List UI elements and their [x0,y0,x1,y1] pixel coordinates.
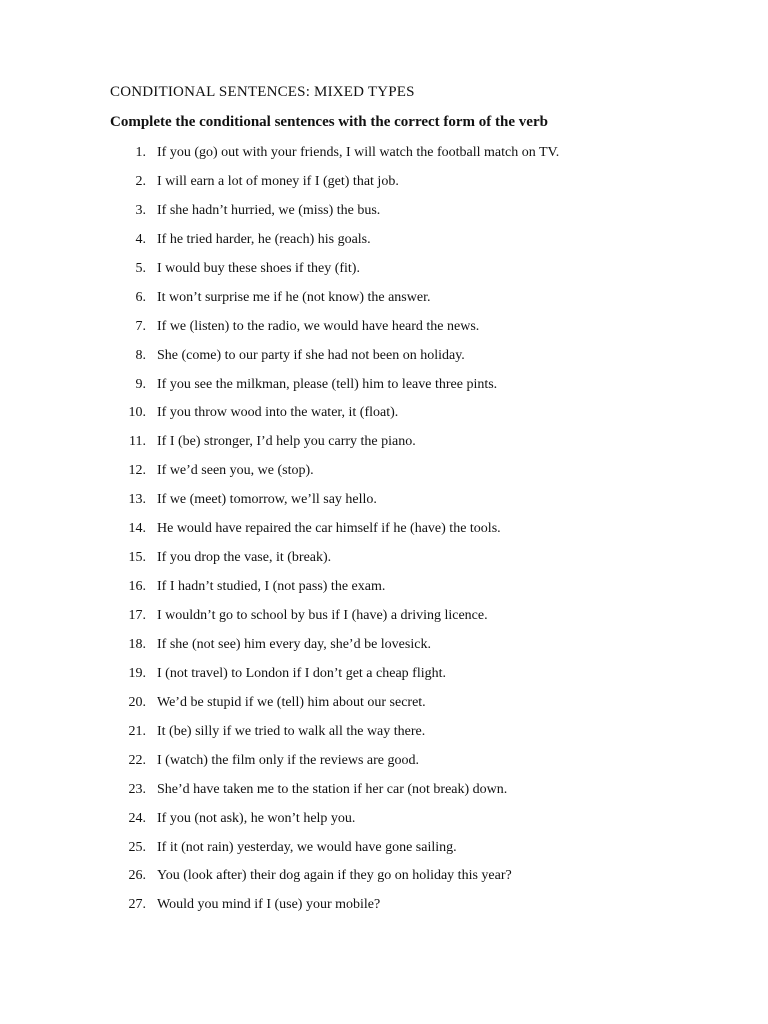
item-number: 1. [135,145,146,160]
item-sentence: I (not travel) to London if I don’t get a cheap flight. [157,665,446,681]
instruction-heading: Complete the conditional sentences with the correct form of the verb [110,114,548,130]
item-sentence: She (come) to our party if she had not been on holiday. [157,347,465,363]
exercise-item [0,721,768,750]
item-number: 3. [135,202,146,218]
item-number: 14. [128,521,146,537]
exercise-item [0,894,768,923]
exercise-item [0,576,768,605]
exercise-item [0,808,768,837]
item-number: 20. [128,694,146,710]
item-number: 27. [128,897,146,913]
item-number: 22. [128,752,146,768]
item-sentence: If you (not ask), he won’t help you. [157,810,356,826]
item-number: 23. [128,781,146,797]
exercise-item [0,460,768,489]
exercise-item [0,605,768,634]
exercise-item [0,374,768,403]
item-sentence: I will earn a lot of money if I (get) that job. [157,173,399,189]
item-number: 2. [135,173,146,189]
item-sentence: We’d be stupid if we (tell) him about our secret. [157,694,426,710]
exercise-item [0,634,768,663]
item-sentence: She’d have taken me to the station if her car (not break) down. [157,781,508,797]
item-sentence: It (be) silly if we tried to walk all the way there. [157,723,426,739]
exercise-item [0,171,768,200]
item-sentence: If we’d seen you, we (stop). [157,463,314,479]
item-number: 9. [135,376,146,392]
item-number: 11. [129,434,146,450]
item-sentence: If I (be) stronger, I’d help you carry the piano. [157,434,416,450]
item-number: 8. [135,347,146,363]
exercise-item [0,750,768,779]
exercise-item [0,518,768,547]
item-sentence: I (watch) the film only if the reviews are good. [157,752,420,768]
item-sentence: It won’t surprise me if he (not know) the answer. [157,289,431,305]
exercise-item [0,200,768,229]
item-sentence: If you (go) out with your friends, I will watch the football match on TV. [157,145,560,160]
item-number: 15. [128,550,146,566]
item-number: 25. [128,839,146,855]
item-number: 4. [135,231,146,247]
item-sentence: He would have repaired the car himself if he (have) the tools. [157,521,501,537]
exercise-item [0,316,768,345]
item-sentence: You (look after) their dog again if they go on holiday this year? [157,868,512,884]
item-sentence: If we (listen) to the radio, we would have heard the news. [157,318,480,334]
item-number: 24. [128,810,146,826]
item-number: 13. [128,492,146,508]
exercise-item [0,663,768,692]
item-number: 26. [128,868,146,884]
item-sentence: If she (not see) him every day, she’d be lovesick. [157,636,431,652]
item-sentence: If he tried harder, he (reach) his goals. [157,231,371,247]
exercise-item [0,779,768,808]
item-sentence: If you throw wood into the water, it (float). [157,405,399,421]
item-sentence: Would you mind if I (use) your mobile? [157,897,381,913]
item-number: 21. [128,723,146,739]
item-number: 5. [135,260,146,276]
exercise-item [0,345,768,374]
item-number: 18. [128,636,146,652]
item-number: 16. [128,579,146,595]
exercise-item [0,489,768,518]
item-number: 19. [128,665,146,681]
exercise-item [0,142,768,171]
item-sentence: If you drop the vase, it (break). [157,550,332,566]
exercise-item [0,258,768,287]
item-sentence: If she hadn’t hurried, we (miss) the bus. [157,202,381,218]
exercise-item [0,431,768,460]
item-sentence: If you see the milkman, please (tell) him to leave three pints. [157,376,498,392]
exercise-item [0,287,768,316]
item-sentence: If it (not rain) yesterday, we would have gone sailing. [157,839,457,855]
item-sentence: I wouldn’t go to school by bus if I (have) a driving licence. [157,608,488,623]
item-number: 6. [135,289,146,305]
item-number: 10. [128,405,146,421]
item-sentence: If we (meet) tomorrow, we’ll say hello. [157,492,377,508]
item-number: 17. [128,608,146,623]
exercise-item [0,865,768,894]
exercise-item [0,692,768,721]
exercise-list [0,142,768,923]
item-number: 12. [128,463,146,479]
page-title: CONDITIONAL SENTENCES: MIXED TYPES [110,84,415,100]
item-sentence: I would buy these shoes if they (fit). [157,260,360,276]
exercise-item [0,402,768,431]
exercise-item [0,837,768,866]
exercise-item [0,547,768,576]
exercise-item [0,229,768,258]
item-sentence: If I hadn’t studied, I (not pass) the exam. [157,579,386,595]
item-number: 7. [135,318,146,334]
